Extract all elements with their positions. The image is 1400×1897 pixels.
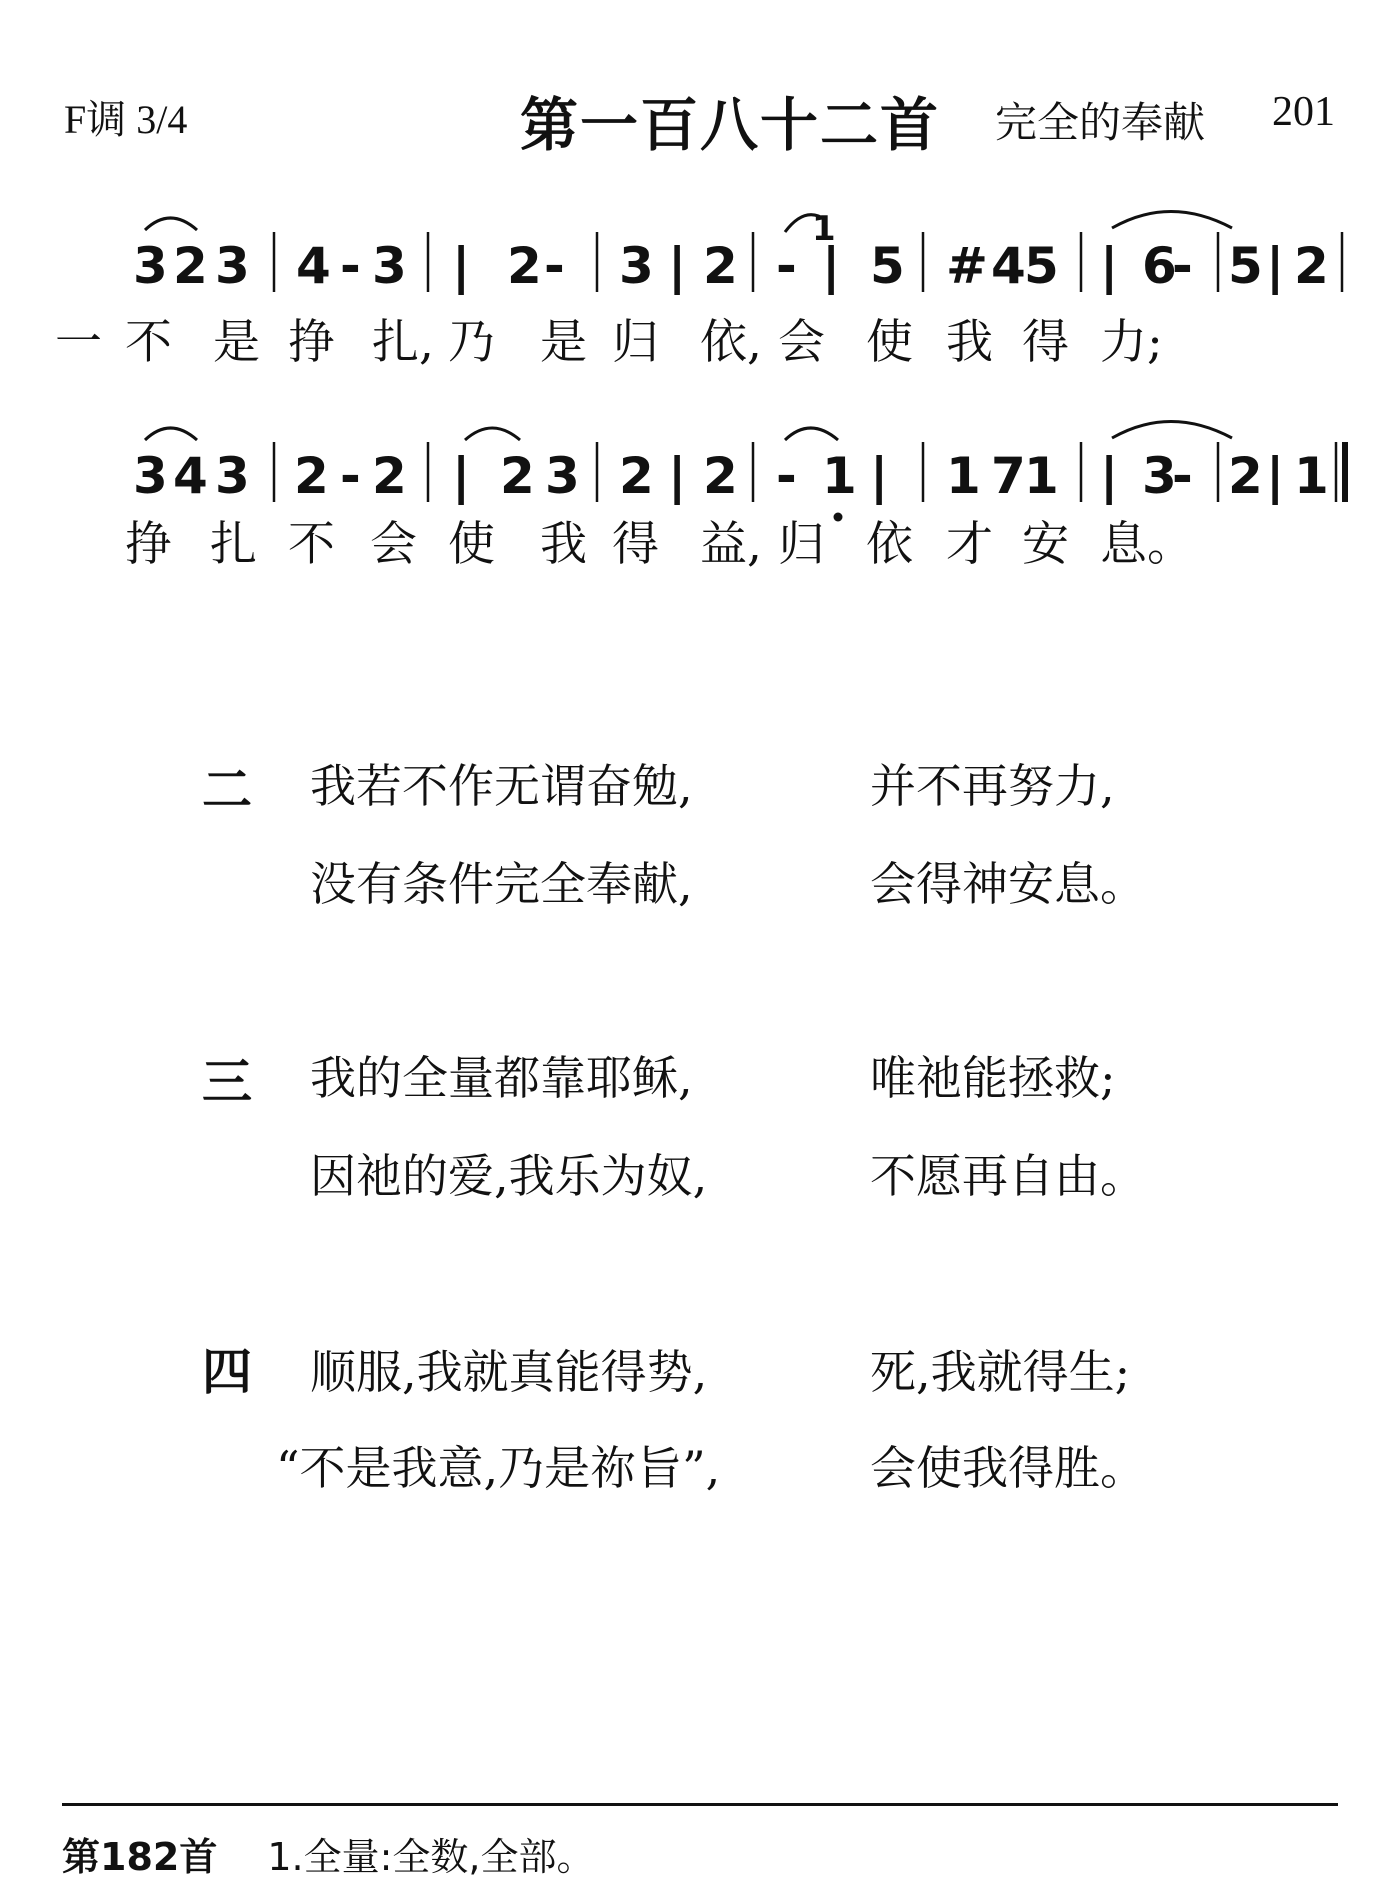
note: 3 <box>215 237 250 295</box>
note: | <box>1266 237 1285 295</box>
lyric-syllable: 乃 <box>448 315 495 370</box>
note: | <box>870 447 889 505</box>
note: | <box>668 447 687 505</box>
verse-line-left: 我的全量都靠耶稣, <box>310 1051 693 1105</box>
note: - <box>544 237 565 295</box>
note: - <box>776 447 797 505</box>
key-signature: F调 3/4 <box>64 97 188 142</box>
lyric-syllable: 归 <box>778 517 825 572</box>
note: | <box>668 237 687 295</box>
note: 1 <box>946 447 981 505</box>
lyric-syllable: 归 <box>612 315 659 370</box>
lyric-syllable: 我 <box>946 315 993 370</box>
verse-line-right: 会得神安息。 <box>870 857 1146 911</box>
note: 4 <box>173 447 208 505</box>
note: 5 <box>870 237 905 295</box>
verse-number: 一 <box>55 315 102 370</box>
score-line-1 <box>133 209 1342 295</box>
footnote-reference: 第182首 <box>62 1835 218 1879</box>
lyric-syllable: 扎, <box>372 315 434 370</box>
note: | <box>452 447 471 505</box>
note: 2 <box>703 237 738 295</box>
note: - <box>776 237 797 295</box>
lyric-syllable: 使 <box>866 315 913 370</box>
lyric-syllable: 我 <box>540 517 587 572</box>
note: - <box>340 237 361 295</box>
note: 3 <box>545 447 580 505</box>
note: | <box>1100 237 1119 295</box>
slur <box>465 428 520 440</box>
note: 3 <box>133 447 168 505</box>
note: | <box>1266 447 1285 505</box>
lyrics-line-1 <box>55 315 1163 370</box>
lyric-syllable: 使 <box>448 517 495 572</box>
verse-line-right: 并不再努力, <box>870 759 1115 813</box>
verse-line-left: 顺服,我就真能得势, <box>310 1345 708 1399</box>
footnote <box>62 1826 594 1881</box>
lyric-syllable: 安 <box>1022 517 1069 572</box>
note: - <box>1172 447 1193 505</box>
note: | <box>452 237 471 295</box>
note: 2 <box>619 447 654 505</box>
note: 3 <box>619 237 654 295</box>
lyrics-line-2 <box>125 517 1194 572</box>
score-line-2 <box>133 422 1345 522</box>
note: 3 <box>372 237 407 295</box>
music-score <box>0 0 1400 600</box>
note: 2 <box>173 237 208 295</box>
slur <box>145 218 197 230</box>
lower-octave-dot <box>834 513 843 522</box>
verse-line-left: “不是我意,乃是祢旨”, <box>276 1441 721 1495</box>
lyric-syllable: 扎 <box>210 517 257 572</box>
note: 3 <box>1142 447 1177 505</box>
note: 4 <box>296 237 331 295</box>
verse-number: 四 <box>202 1343 252 1401</box>
sharp-sign: 1 <box>812 209 836 249</box>
hymn-title: 第一百八十二首 <box>520 91 941 159</box>
verse-line-left: 因祂的爱,我乐为奴, <box>310 1149 708 1203</box>
note: 2 <box>294 447 329 505</box>
lyric-syllable: 是 <box>213 315 260 370</box>
note: 2 <box>500 447 535 505</box>
note: - <box>1172 237 1193 295</box>
page-number: 201 <box>1272 89 1335 135</box>
slur <box>145 428 197 440</box>
lyric-syllable: 挣 <box>288 315 335 370</box>
note: 3 <box>215 447 250 505</box>
footnote-text: 1.全量:全数,全部。 <box>267 1835 595 1879</box>
note: 2 <box>703 447 738 505</box>
note: | <box>1100 447 1119 505</box>
note: 5 <box>1024 237 1059 295</box>
note: 3 <box>133 237 168 295</box>
lyric-syllable: 才 <box>946 517 993 572</box>
slur <box>785 428 838 440</box>
note: 1 <box>1294 447 1329 505</box>
verse-number: 二 <box>202 761 252 819</box>
note: 2 <box>1228 447 1263 505</box>
verse-line-left: 我若不作无谓奋勉, <box>310 759 693 813</box>
lyric-syllable: 会 <box>370 517 417 572</box>
tie <box>1112 212 1232 229</box>
lyric-syllable: 不 <box>288 517 335 572</box>
lyric-syllable: 得 <box>612 517 659 572</box>
lyric-syllable: 挣 <box>125 517 172 572</box>
lyric-syllable: 得 <box>1022 315 1069 370</box>
lyric-syllable: 是 <box>540 315 587 370</box>
note: 6 <box>1142 237 1177 295</box>
lyric-syllable: 息。 <box>1100 517 1194 572</box>
hymn-subtitle: 完全的奉献 <box>995 98 1206 147</box>
note: 2 <box>1294 237 1329 295</box>
verse-line-right: 不愿再自由。 <box>870 1149 1146 1203</box>
note: 1 <box>1024 447 1059 505</box>
lyric-syllable: 不 <box>125 315 172 370</box>
note: 4 <box>991 237 1026 295</box>
note: 5 <box>1228 237 1263 295</box>
verse-number: 三 <box>202 1053 252 1111</box>
lyric-syllable: 益, <box>700 517 762 572</box>
note: 2 <box>507 237 542 295</box>
note: # <box>946 237 988 295</box>
lyric-syllable: 依 <box>866 517 913 572</box>
lyric-syllable: 会 <box>778 315 825 370</box>
lyric-syllable: 力; <box>1100 315 1163 370</box>
verse-line-right: 会使我得胜。 <box>870 1441 1146 1495</box>
note: | <box>822 237 841 295</box>
verse-line-left: 没有条件完全奉献, <box>310 857 693 911</box>
verse-line-right: 死,我就得生; <box>870 1345 1131 1399</box>
note: 1 <box>822 447 857 505</box>
note: - <box>340 447 361 505</box>
footer-divider <box>62 1803 1338 1806</box>
tie <box>1112 422 1232 439</box>
verse-line-right: 唯祂能拯救; <box>870 1051 1116 1105</box>
note: 2 <box>372 447 407 505</box>
lyric-syllable: 依, <box>700 315 762 370</box>
note: 7 <box>991 447 1026 505</box>
